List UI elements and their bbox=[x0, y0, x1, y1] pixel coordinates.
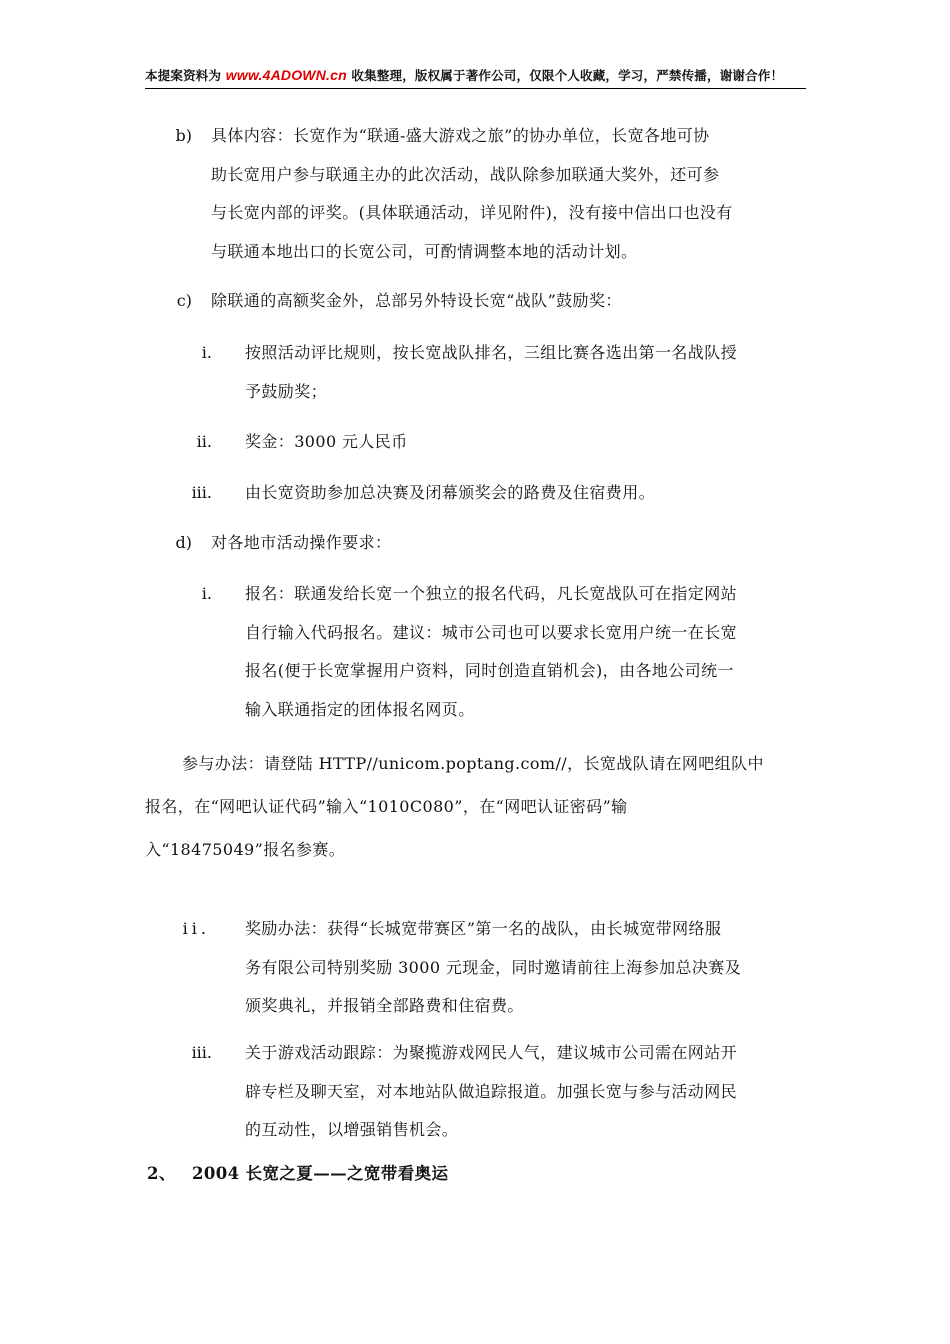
item-b-paragraph bbox=[211, 117, 811, 271]
sub-line: 报名：联通发给长宽一个独立的报名代码，凡长宽战队可在指定网站 bbox=[245, 584, 738, 603]
item-later-iii-marker: iii. bbox=[191, 1043, 212, 1062]
sub-line: 的互动性，以增强销售机会。 bbox=[245, 1120, 459, 1139]
item-c-marker: c) bbox=[176, 291, 192, 310]
item-d-marker: d) bbox=[175, 533, 192, 552]
item-c-sub-ii-marker: ii. bbox=[196, 432, 212, 451]
sub-line: 务有限公司特别奖励 3000 元现金，同时邀请前往上海参加总决赛及 bbox=[245, 957, 742, 977]
sub-line: 自行输入代码报名。建议：城市公司也可以要求长宽用户统一在长宽 bbox=[245, 622, 738, 642]
sub-line: 关于游戏活动跟踪：为聚揽游戏网民人气，建议城市公司需在网站开 bbox=[245, 1043, 738, 1062]
sub-line: 颁奖典礼，并报销全部路费和住宿费。 bbox=[245, 996, 524, 1015]
item-c-sub-iii-text: 由长宽资助参加总决赛及闭幕颁奖会的路费及住宿费用。 bbox=[245, 483, 656, 502]
section-title: 2004 长宽之夏——之宽带看奥运 bbox=[191, 1164, 449, 1183]
item-c-sub-ii-text: 奖金：3000 元人民币 bbox=[245, 432, 408, 451]
participation-line-2: 报名，在“网吧认证代码”输入“1010C080”，在“网吧认证密码”输 bbox=[145, 797, 628, 816]
sub-line: 奖励办法：获得“长城宽带赛区”第一名的战队，由长城宽带网络服 bbox=[245, 919, 722, 938]
header-suffix: 收集整理，版权属于著作公司，仅限个人收藏，学习，严禁传播，谢谢合作！ bbox=[346, 68, 784, 83]
section-number: 2、 bbox=[147, 1164, 176, 1183]
item-b-line: 与联通本地出口的长宽公司，可酌情调整本地的活动计划。 bbox=[211, 241, 638, 261]
item-c-sub-i-marker: i. bbox=[201, 343, 212, 362]
item-later-iii-text bbox=[245, 1034, 815, 1150]
sub-line: 辟专栏及聊天室，对本地站队做追踪报道。加强长宽与参与活动网民 bbox=[245, 1081, 738, 1101]
item-b-marker: b) bbox=[175, 126, 192, 145]
header-prefix: 本提案资料为 bbox=[145, 68, 226, 83]
item-d-sub-i-text bbox=[245, 575, 815, 729]
item-later-ii-text bbox=[245, 910, 815, 1026]
participation-line-3: 入“18475049”报名参赛。 bbox=[145, 840, 346, 859]
item-later-ii-marker: ii. bbox=[182, 919, 210, 938]
sub-line: 输入联通指定的团体报名网页。 bbox=[245, 699, 475, 719]
item-b-line: 助长宽用户参与联通主办的此次活动，战队除参加联通大奖外，还可参 bbox=[211, 164, 720, 184]
item-d-text: 对各地市活动操作要求： bbox=[211, 533, 392, 552]
sub-line: 按照活动评比规则，按长宽战队排名，三组比赛各选出第一名战队授 bbox=[245, 343, 738, 362]
participation-line-1: 参与办法：请登陆 HTTP//unicom.poptang.com//，长宽战队请在网吧组队中 bbox=[182, 754, 764, 773]
section-heading bbox=[147, 1160, 448, 1184]
item-c-sub-i-text bbox=[245, 334, 815, 411]
item-d-sub-i-marker: i. bbox=[201, 584, 212, 603]
item-c-text: 除联通的高额奖金外，总部另外特设长宽“战队”鼓励奖： bbox=[211, 291, 622, 310]
item-c-sub-iii-marker: iii. bbox=[191, 483, 212, 502]
sub-line: 报名(便于长宽掌握用户资料，同时创造直销机会)，由各地公司统一 bbox=[245, 661, 734, 680]
sub-line: 予鼓励奖； bbox=[245, 381, 328, 401]
header-url: www.4ADOWN.cn bbox=[225, 67, 347, 83]
page-header-notice bbox=[145, 66, 805, 84]
item-b-line: 与长宽内部的评奖。(具体联通活动，详见附件)，没有接中信出口也没有 bbox=[211, 203, 733, 222]
item-b-line: 具体内容：长宽作为“联通-盛大游戏之旅”的协办单位，长宽各地可协 bbox=[211, 126, 710, 145]
header-rule bbox=[145, 88, 806, 89]
